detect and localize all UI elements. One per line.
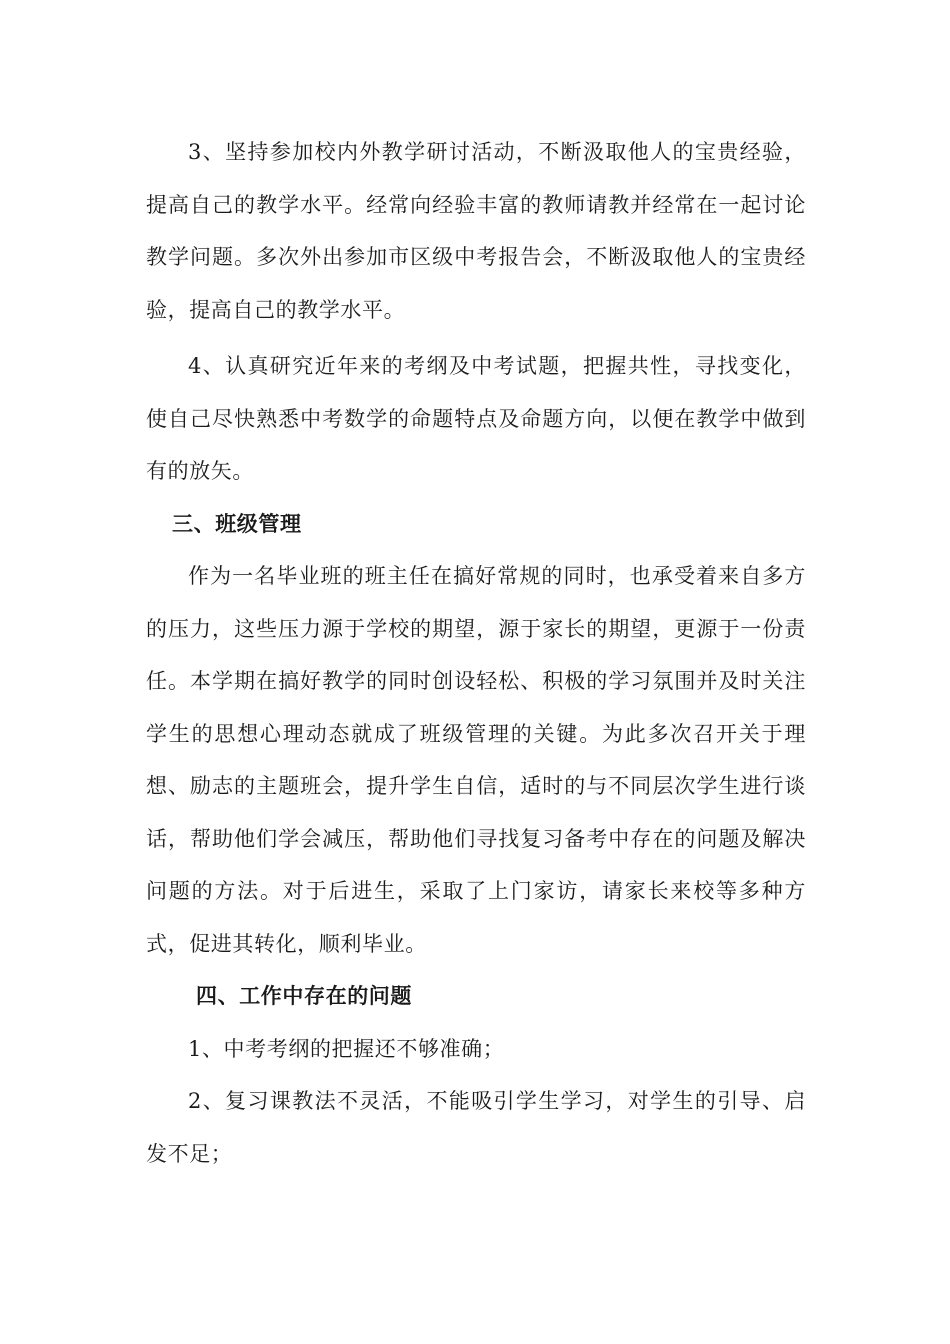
section-heading-class-management: 三、班级管理 xyxy=(172,510,302,536)
issue-item-2: 2、复习课教法不灵活，不能吸引学生学习，对学生的引导、启发不足； xyxy=(146,1089,806,1166)
issue-item-1: 1、中考考纲的把握还不够准确； xyxy=(188,1036,505,1061)
paragraph-class-management: 作为一名毕业班的班主任在搞好常规的同时，也承受着来自多方的压力，这些压力源于学校的期望，源于家长的期望，更源于一份责任。本学期在搞好教学的同时创设轻松、积极的学习氛围并及时关注学生的思想心理动态就成了班级管理的关键。为此多次召开关于理想、励志的主题班会，提升学生自信，适时的与不同层次学生进行谈话，帮助他们学会减压，帮助他们寻找复习备考中存在的问题及解决问题的方法。对于后进生，采取了上门家访，请家长来校等多种方式，促进其转化，顺利毕业。 xyxy=(146,564,806,956)
paragraph-item-3: 3、坚持参加校内外教学研讨活动，不断汲取他人的宝贵经验，提高自己的教学水平。经常向经验丰富的教师请教并经常在一起讨论教学问题。多次外出参加市区级中考报告会，不断汲取他人的宝贵经验，提高自己的教学水平。 xyxy=(146,140,806,322)
document-body xyxy=(146,126,806,1180)
section-heading-issues: 四、工作中存在的问题 xyxy=(196,983,412,1008)
paragraph-item-4: 4、认真研究近年来的考纲及中考试题，把握共性，寻找变化，使自己尽快熟悉中考数学的命题特点及命题方向，以便在教学中做到有的放矢。 xyxy=(146,354,806,483)
